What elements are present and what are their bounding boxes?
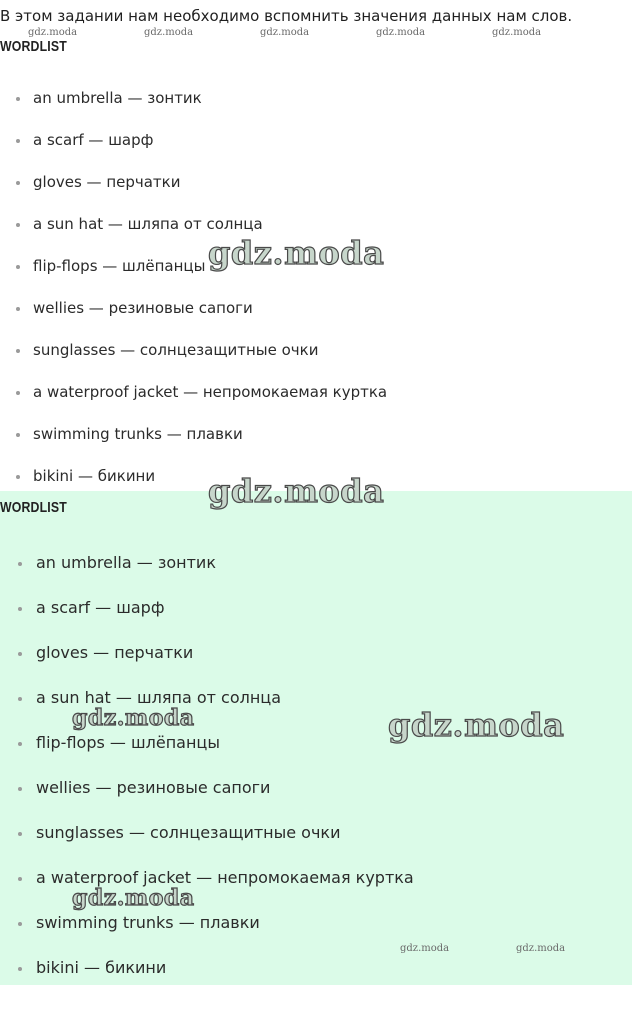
list-item-text: gloves — перчатки (36, 643, 194, 662)
list-item-text: wellies — резиновые сапоги (36, 778, 271, 797)
bullet-icon (16, 181, 20, 185)
list-item-text: flip-flops — шлёпанцы (36, 733, 220, 752)
list-item (0, 245, 387, 287)
list-item-text: a waterproof jacket — непромокаемая куртка (33, 383, 388, 401)
bullet-icon (16, 475, 20, 479)
list-item-text: wellies — резиновые сапоги (33, 299, 253, 317)
bullet-icon (18, 787, 22, 791)
bullet-icon (18, 742, 22, 746)
bullet-icon (16, 97, 20, 101)
list-item-text: an umbrella — зонтик (36, 553, 216, 572)
bullet-icon (18, 967, 22, 971)
list-item (0, 287, 387, 329)
list-item-text: flip-flops — шлёпанцы (33, 257, 206, 275)
list-item (0, 900, 414, 945)
watermark: gdz.moda (492, 27, 542, 38)
list-item (0, 720, 414, 765)
list-item-text: sunglasses — солнцезащитные очки (33, 341, 319, 359)
list-item (0, 675, 414, 720)
watermark: gdz.moda (376, 27, 426, 38)
bullet-icon (18, 922, 22, 926)
wordlist-top (0, 77, 387, 497)
list-item (0, 413, 387, 455)
watermark: gdz.moda (144, 27, 194, 38)
bullet-icon (16, 307, 20, 311)
list-item (0, 329, 387, 371)
list-item-text: bikini — бикини (36, 958, 167, 977)
list-item (0, 203, 387, 245)
bullet-icon (16, 391, 20, 395)
list-item-text: bikini — бикини (33, 467, 156, 485)
watermark: gdz.moda (208, 234, 385, 272)
watermark: gdz.moda (72, 885, 195, 911)
list-item (0, 630, 414, 675)
list-item-text: a sun hat — шляпа от солнца (36, 688, 281, 707)
list-item (0, 585, 414, 630)
wordlist-heading: WORDLIST (0, 499, 67, 516)
list-item-text: swimming trunks — плавки (36, 913, 260, 932)
bullet-icon (16, 349, 20, 353)
bullet-icon (18, 562, 22, 566)
watermark: gdz.moda (400, 943, 450, 954)
list-item-text: a scarf — шарф (33, 131, 154, 149)
watermark: gdz.moda (260, 27, 310, 38)
list-item-text: a scarf — шарф (36, 598, 165, 617)
watermark: gdz.moda (72, 705, 195, 731)
list-item (0, 77, 387, 119)
watermark: gdz.moda (28, 27, 78, 38)
list-item (0, 810, 414, 855)
intro-text: В этом задании нам необходимо вспомнить значения данных нам слов. (0, 7, 573, 25)
watermark: gdz.moda (208, 472, 385, 510)
wordlist-panel (0, 491, 632, 985)
list-item-text: an umbrella — зонтик (33, 89, 202, 107)
list-item-text: sunglasses — солнцезащитные очки (36, 823, 341, 842)
bullet-icon (16, 223, 20, 227)
list-item (0, 119, 387, 161)
bullet-icon (16, 265, 20, 269)
list-item (0, 371, 387, 413)
wordlist-heading: WORDLIST (0, 38, 67, 55)
bullet-icon (16, 139, 20, 143)
bullet-icon (18, 877, 22, 881)
wordlist-bottom (0, 540, 414, 990)
list-item (0, 765, 414, 810)
bullet-icon (18, 652, 22, 656)
list-item (0, 855, 414, 900)
list-item-text: a waterproof jacket — непромокаемая куртка (36, 868, 414, 887)
list-item-text: gloves — перчатки (33, 173, 181, 191)
list-item (0, 161, 387, 203)
list-item (0, 945, 414, 990)
list-item-text: swimming trunks — плавки (33, 425, 243, 443)
bullet-icon (18, 607, 22, 611)
bullet-icon (18, 832, 22, 836)
bullet-icon (18, 697, 22, 701)
watermark: gdz.moda (516, 943, 566, 954)
bullet-icon (16, 433, 20, 437)
list-item-text: a sun hat — шляпа от солнца (33, 215, 263, 233)
watermark: gdz.moda (388, 706, 565, 744)
list-item (0, 540, 414, 585)
